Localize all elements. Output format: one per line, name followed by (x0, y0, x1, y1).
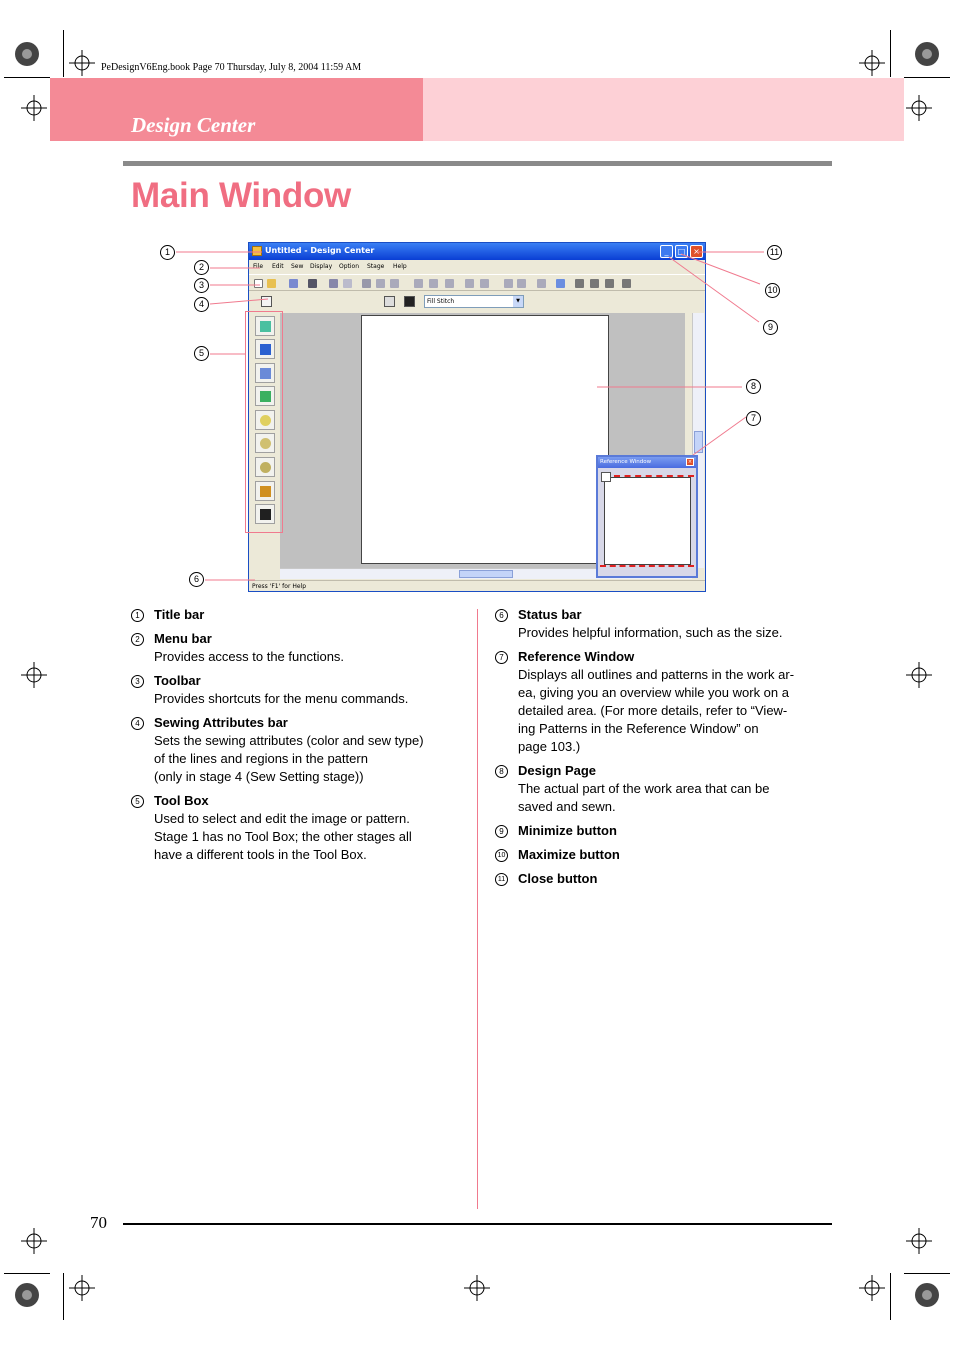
menu-sew[interactable]: Sew (291, 263, 304, 270)
menu-option[interactable]: Option (339, 263, 360, 270)
list-item (495, 822, 825, 840)
callout-8: 8 (746, 379, 761, 394)
list-item (495, 648, 825, 756)
item-term: Design Page (518, 763, 597, 778)
item-number: 10 (495, 849, 508, 862)
minimize-button[interactable]: _ (660, 245, 673, 258)
sew-type-value: Fill Stitch (427, 298, 455, 305)
list-item (131, 792, 461, 864)
callout-4: 4 (194, 297, 209, 312)
close-button[interactable]: × (690, 245, 703, 258)
item-number: 11 (495, 873, 508, 886)
item-term: Minimize button (518, 823, 617, 838)
item-number: 9 (495, 825, 508, 838)
list-item (131, 606, 461, 624)
page-number: 70 (90, 1213, 107, 1232)
callout-9: 9 (763, 320, 778, 335)
crosshair-icon (464, 1275, 490, 1301)
list-item (495, 762, 825, 816)
list-item (495, 846, 825, 864)
item-description: Sets the sewing attributes (color and sew type) of the lines and regions in the pattern (only in stage 4 (Sew Setting stage)) (154, 733, 424, 784)
item-description: Provides helpful information, such as the size. (518, 625, 783, 640)
item-term: Title bar (154, 607, 205, 622)
list-item (131, 714, 461, 786)
item-number: 6 (495, 609, 508, 622)
menu-help[interactable]: Help (393, 263, 407, 270)
crosshair-icon (69, 1275, 95, 1301)
item-term: Reference Window (518, 649, 635, 664)
column-divider (477, 609, 478, 1209)
item-term: Maximize button (518, 847, 620, 862)
description-list-left (131, 606, 461, 870)
item-number: 1 (131, 609, 144, 622)
callout-5: 5 (194, 346, 209, 361)
section-title: Design Center (131, 113, 256, 137)
item-number: 3 (131, 675, 144, 688)
list-item (131, 630, 461, 666)
crosshair-icon (859, 1275, 885, 1301)
item-term: Tool Box (154, 793, 209, 808)
crosshair-icon (21, 1228, 47, 1254)
registration-wheel-icon (914, 1282, 940, 1308)
window-title: Untitled - Design Center (265, 246, 375, 255)
file-info: PeDesignV6Eng.book Page 70 Thursday, July 8, 2004 11:59 AM (101, 62, 362, 73)
callout-10: 10 (765, 283, 780, 298)
page-title: Main Window (131, 176, 351, 215)
item-description: Displays all outlines and patterns in the work ar- ea, giving you an overview while you work on a detailed area. (For more details, refer to “View- ing Patterns in the Reference Window” on page 103.) (518, 667, 795, 754)
item-description: Provides shortcuts for the menu commands. (154, 691, 409, 706)
item-description: Provides access to the functions. (154, 649, 345, 664)
footer-rule (123, 1223, 832, 1225)
item-number: 5 (131, 795, 144, 808)
item-number: 7 (495, 651, 508, 664)
callout-1: 1 (160, 245, 175, 260)
item-description: The actual part of the work area that can be saved and sewn. (518, 781, 770, 814)
callout-7: 7 (746, 411, 761, 426)
item-number: 4 (131, 717, 144, 730)
list-item (131, 672, 461, 708)
registration-wheel-icon (14, 1282, 40, 1308)
close-icon[interactable]: × (687, 459, 693, 465)
callout-11: 11 (767, 245, 782, 260)
menu-display[interactable]: Display (310, 263, 333, 270)
item-term: Toolbar (154, 673, 201, 688)
crosshair-icon (906, 1228, 932, 1254)
chevron-down-icon[interactable]: ▼ (513, 296, 523, 307)
item-term: Status bar (518, 607, 582, 622)
maximize-button[interactable]: □ (675, 245, 688, 258)
description-list-right (495, 606, 825, 894)
item-description: Used to select and edit the image or pattern. Stage 1 has no Tool Box; the other stages all have a different tools in the Tool Box. (154, 811, 412, 862)
callout-3: 3 (194, 278, 209, 293)
item-term: Menu bar (154, 631, 212, 646)
list-item (495, 870, 825, 888)
item-term: Close button (518, 871, 598, 886)
list-item (495, 606, 825, 642)
menu-edit[interactable]: Edit (272, 263, 284, 270)
menu-file[interactable]: File (253, 263, 264, 270)
callout-6: 6 (189, 572, 204, 587)
menu-stage[interactable]: Stage (367, 263, 385, 270)
reference-window-title: Reference Window (600, 459, 652, 465)
item-number: 8 (495, 765, 508, 778)
item-number: 2 (131, 633, 144, 646)
item-term: Sewing Attributes bar (154, 715, 288, 730)
callout-2: 2 (194, 260, 209, 275)
status-text: Press 'F1' for Help (252, 583, 307, 590)
